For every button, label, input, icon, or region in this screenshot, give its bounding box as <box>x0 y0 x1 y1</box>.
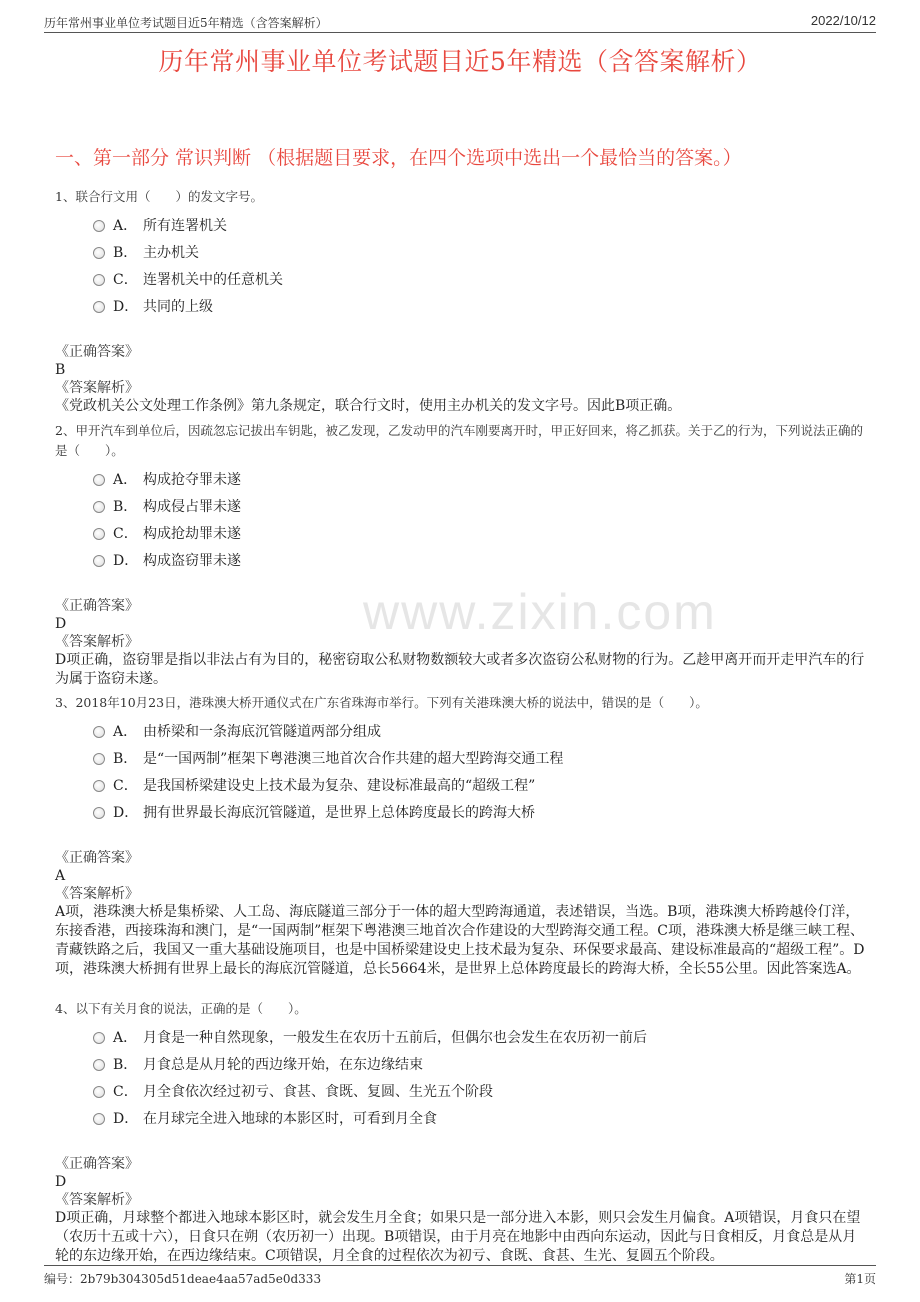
analysis-label: 《答案解析》 <box>55 380 139 396</box>
header-doc-title: 历年常州事业单位考试题目近5年精选（含答案解析） <box>44 16 328 30</box>
analysis-label: 《答案解析》 <box>55 886 139 902</box>
option-letter: A． <box>113 218 138 234</box>
option-text: 所有连署机关 <box>143 218 227 234</box>
page-header <box>0 0 920 36</box>
option-a[interactable] <box>55 467 865 494</box>
radio-icon[interactable] <box>93 555 105 567</box>
option-text: 月食是一种自然现象，一般发生在农历十五前后，但偶尔也会发生在农历初一前后 <box>143 1030 647 1046</box>
radio-icon[interactable] <box>93 474 105 486</box>
option-letter: A． <box>113 1030 138 1046</box>
option-b[interactable] <box>55 746 865 773</box>
option-letter: D． <box>113 805 139 821</box>
option-d[interactable] <box>55 800 865 827</box>
option-b[interactable] <box>55 494 865 521</box>
section-heading: 一、第一部分 常识判断 （根据题目要求，在四个选项中选出一个最恰当的答案。） <box>55 147 742 169</box>
answer-value: D <box>55 616 67 632</box>
question-stem: 3、2018年10月23日，港珠澳大桥开通仪式在广东省珠海市举行。下列有关港珠澳大桥的说法中，错误的是（ ）。 <box>55 695 708 710</box>
option-text: 月食总是从月轮的西边缘开始，在东边缘结束 <box>143 1057 423 1073</box>
option-text: 共同的上级 <box>143 299 213 315</box>
radio-icon[interactable] <box>93 780 105 792</box>
option-letter: C． <box>113 1084 138 1100</box>
page-title: 历年常州事业单位考试题目近5年精选（含答案解析） <box>158 47 762 76</box>
option-letter: D． <box>113 553 139 569</box>
option-letter: B． <box>113 1057 138 1073</box>
option-letter: C． <box>113 526 138 542</box>
option-text: 在月球完全进入地球的本影区时，可看到月全食 <box>143 1111 437 1127</box>
document-code: 编号：2b79b304305d51deae4aa57ad5e0d333 <box>44 1272 322 1286</box>
radio-icon[interactable] <box>93 301 105 313</box>
radio-icon[interactable] <box>93 247 105 259</box>
option-text: 由桥梁和一条海底沉管隧道两部分组成 <box>143 724 381 740</box>
radio-icon[interactable] <box>93 726 105 738</box>
page-number: 第1页 <box>844 1272 876 1286</box>
question-4 <box>55 999 865 1266</box>
header-date: 2022/10/12 <box>810 13 876 28</box>
option-c[interactable] <box>55 521 865 548</box>
question-3 <box>55 693 865 979</box>
radio-icon[interactable] <box>93 274 105 286</box>
option-letter: D． <box>113 1111 139 1127</box>
analysis-text: A项，港珠澳大桥是集桥梁、人工岛、海底隧道三部分于一体的超大型跨海通道，表述错误，当选。B项，港珠澳大桥跨越伶仃洋，东接香港，西接珠海和澳门，是“一国两制”框架下粤港澳三地首次合作建设的大型跨海交通工程。C项，港珠澳大桥是继三峡工程、青藏铁路之后，我国又一重大基础设施项目，也是中国桥梁建设史上技术最为复杂、环保要求最高、建设标准最高的“超级工程”。D项，港珠澳大桥拥有世界上最长的海底沉管隧道，总长5664米，是世界上总体跨度最长的跨海大桥，全长55公里。因此答案选A。 <box>55 904 865 977</box>
answer-value: B <box>55 362 66 378</box>
footer-divider <box>44 1265 876 1266</box>
radio-icon[interactable] <box>93 220 105 232</box>
option-text: 构成抢劫罪未遂 <box>143 526 241 542</box>
radio-icon[interactable] <box>93 1032 105 1044</box>
option-a[interactable] <box>55 213 865 240</box>
answer-label: 《正确答案》 <box>55 1156 139 1172</box>
answer-label: 《正确答案》 <box>55 344 139 360</box>
analysis-label: 《答案解析》 <box>55 634 139 650</box>
question-2 <box>55 421 865 689</box>
option-a[interactable] <box>55 719 865 746</box>
answer-value: A <box>55 868 66 884</box>
option-c[interactable] <box>55 1079 865 1106</box>
analysis-text: 《党政机关公文处理工作条例》第九条规定，联合行文时，使用主办机关的发文字号。因此B项正确。 <box>55 398 682 414</box>
option-letter: C． <box>113 778 138 794</box>
radio-icon[interactable] <box>93 1113 105 1125</box>
option-letter: B． <box>113 499 138 515</box>
option-text: 构成侵占罪未遂 <box>143 499 241 515</box>
question-1 <box>55 187 865 416</box>
question-stem: 1、联合行文用（ ）的发文字号。 <box>55 189 263 204</box>
option-a[interactable] <box>55 1025 865 1052</box>
option-text: 主办机关 <box>143 245 199 261</box>
analysis-label: 《答案解析》 <box>55 1192 139 1208</box>
option-text: 连署机关中的任意机关 <box>143 272 283 288</box>
radio-icon[interactable] <box>93 807 105 819</box>
option-c[interactable] <box>55 773 865 800</box>
option-d[interactable] <box>55 1106 865 1133</box>
answer-value: D <box>55 1174 67 1190</box>
option-text: 构成抢夺罪未遂 <box>143 472 241 488</box>
answer-label: 《正确答案》 <box>55 850 139 866</box>
option-b[interactable] <box>55 1052 865 1079</box>
radio-icon[interactable] <box>93 753 105 765</box>
radio-icon[interactable] <box>93 528 105 540</box>
option-letter: B． <box>113 751 138 767</box>
radio-icon[interactable] <box>93 501 105 513</box>
option-d[interactable] <box>55 294 865 321</box>
radio-icon[interactable] <box>93 1059 105 1071</box>
option-text: 拥有世界最长海底沉管隧道，是世界上总体跨度最长的跨海大桥 <box>143 805 535 821</box>
option-b[interactable] <box>55 240 865 267</box>
radio-icon[interactable] <box>93 1086 105 1098</box>
option-text: 月全食依次经过初亏、食甚、食既、复圆、生光五个阶段 <box>143 1084 493 1100</box>
option-letter: C． <box>113 272 138 288</box>
analysis-text: D项正确，月球整个都进入地球本影区时，就会发生月全食；如果只是一部分进入本影，则只会发生月偏食。A项错误，月食只在望（农历十五或十六），日食只在朔（农历初一）出现。B项错误，由于月亮在地影中由西向东运动，因此与日食相反，月食总是从月轮的东边缘开始，在西边缘结束。C项错误，月全食的过程依次为初亏、食既、食甚、生光、复圆五个阶段。 <box>55 1210 861 1264</box>
option-letter: D． <box>113 299 139 315</box>
question-stem: 2、甲开汽车到单位后，因疏忽忘记拔出车钥匙，被乙发现，乙发动甲的汽车刚要离开时，甲正好回来，将乙抓获。关于乙的行为，下列说法正确的是（ ）。 <box>55 423 863 458</box>
option-letter: A． <box>113 472 138 488</box>
option-d[interactable] <box>55 548 865 575</box>
option-letter: A． <box>113 724 138 740</box>
option-letter: B． <box>113 245 138 261</box>
header-divider <box>44 32 876 33</box>
option-text: 构成盗窃罪未遂 <box>143 553 241 569</box>
watermark: www.zixin.com <box>363 584 717 640</box>
question-stem: 4、以下有关月食的说法，正确的是（ ）。 <box>55 1001 307 1016</box>
answer-label: 《正确答案》 <box>55 598 139 614</box>
analysis-text: D项正确，盗窃罪是指以非法占有为目的，秘密窃取公私财物数额较大或者多次盗窃公私财物的行为。乙趁甲离开而开走甲汽车的行为属于盗窃未遂。 <box>55 652 865 687</box>
page-footer <box>44 1265 876 1286</box>
option-text: 是“一国两制”框架下粤港澳三地首次合作共建的超大型跨海交通工程 <box>143 751 564 767</box>
option-text: 是我国桥梁建设史上技术最为复杂、建设标准最高的“超级工程” <box>143 778 536 794</box>
option-c[interactable] <box>55 267 865 294</box>
